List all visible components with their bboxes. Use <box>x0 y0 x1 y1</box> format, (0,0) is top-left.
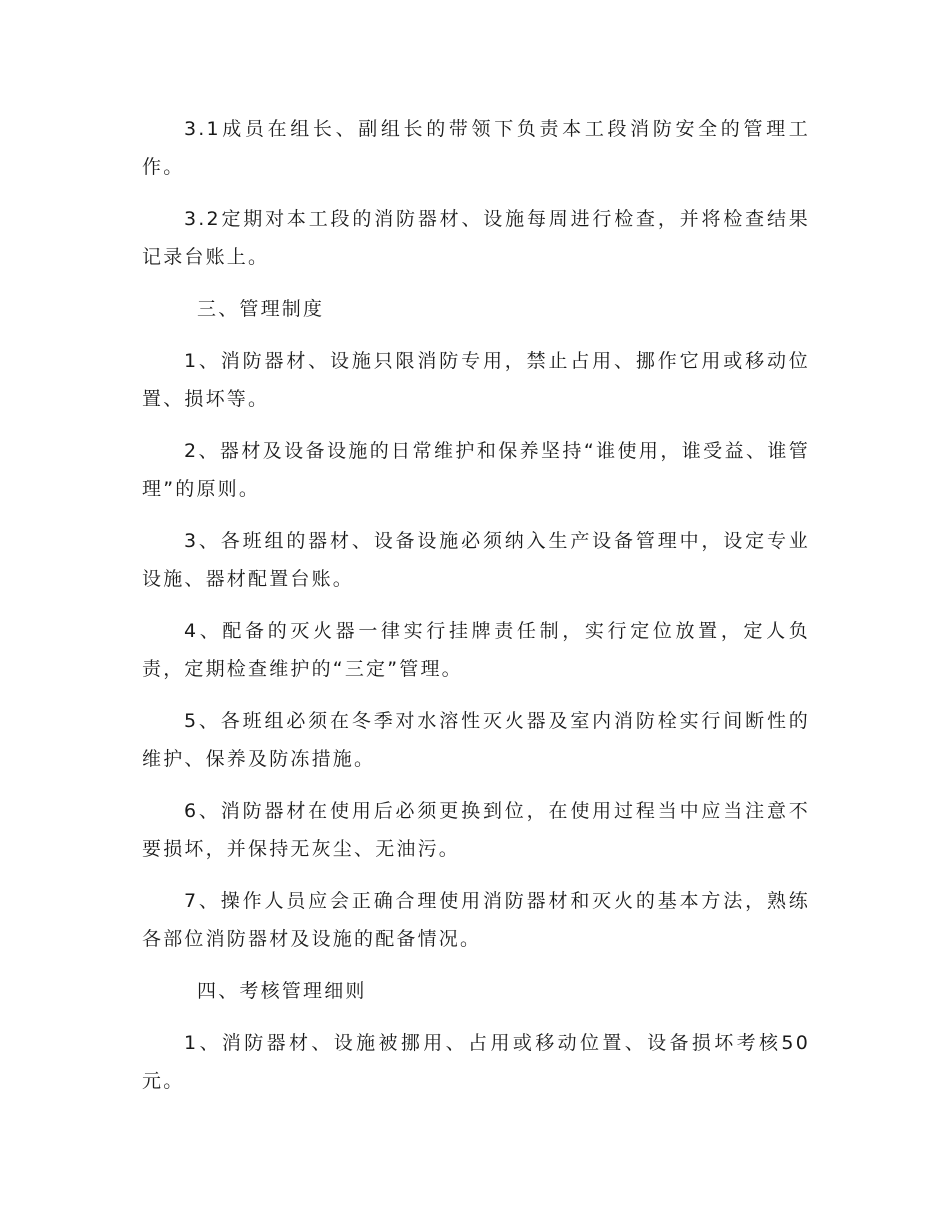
paragraph-3-2: 3.2定期对本工段的消防器材、设施每周进行检查，并将检查结果记录台账上。 <box>142 208 810 268</box>
rule-item-2: 2、器材及设备设施的日常维护和保养坚持“谁使用，谁受益、谁管理”的原则。 <box>142 440 810 500</box>
rule-item-1: 1、消防器材、设施只限消防专用，禁止占用、挪作它用或移动位置、损坏等。 <box>142 350 810 410</box>
document-body <box>142 110 810 1114</box>
rule-item-5: 5、各班组必须在冬季对水溶性灭火器及室内消防栓实行间断性的维护、保养及防冻措施。 <box>142 710 810 770</box>
rule-item-6: 6、消防器材在使用后必须更换到位，在使用过程当中应当注意不要损坏，并保持无灰尘、无油污。 <box>142 800 810 860</box>
section-heading-assessment-rules: 四、考核管理细则 <box>197 980 367 1002</box>
rule-item-4: 4、配备的灭火器一律实行挂牌责任制，实行定位放置，定人负责，定期检查维护的“三定”管理。 <box>142 620 810 680</box>
rule-item-3: 3、各班组的器材、设备设施必须纳入生产设备管理中，设定专业设施、器材配置台账。 <box>142 530 810 590</box>
section-heading-management-system: 三、管理制度 <box>197 298 325 320</box>
assessment-item-1: 1、消防器材、设施被挪用、占用或移动位置、设备损坏考核50元。 <box>142 1032 810 1092</box>
rule-item-7: 7、操作人员应会正确合理使用消防器材和灭火的基本方法，熟练各部位消防器材及设施的配备情况。 <box>142 890 810 950</box>
paragraph-3-1: 3.1成员在组长、副组长的带领下负责本工段消防安全的管理工作。 <box>142 118 810 178</box>
